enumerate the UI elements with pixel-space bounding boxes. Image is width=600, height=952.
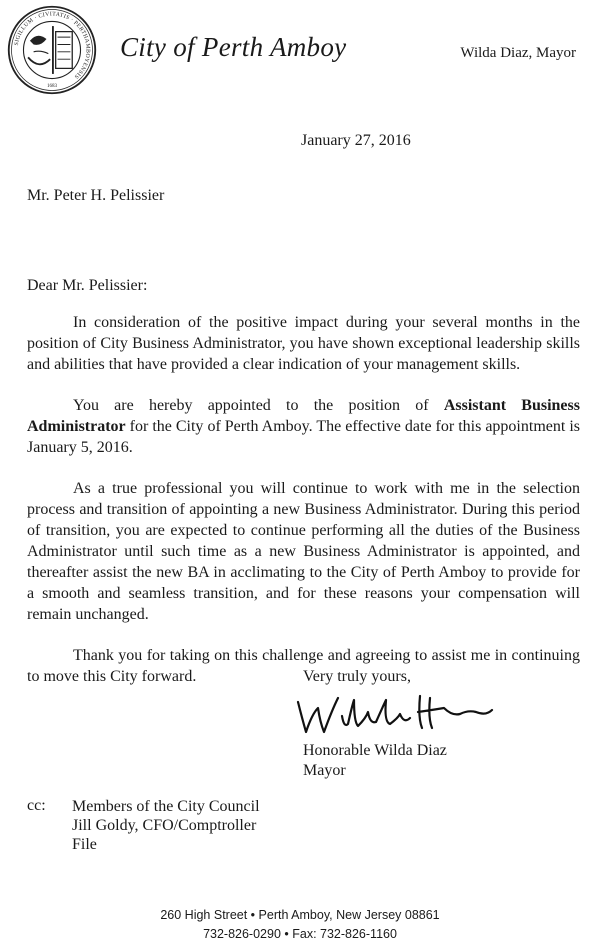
- letterhead-city-name: City of Perth Amboy: [120, 32, 347, 62]
- appointed-position: Assistant Business Administrator: [27, 397, 580, 435]
- signature-image: [292, 688, 502, 738]
- signer-block: [303, 741, 447, 781]
- letter-body: [27, 312, 580, 707]
- svg-text:SIGILLUM · CIVITATIS · PERTHAM: SIGILLUM · CIVITATIS · PERTHAMBOYENSIS: [13, 11, 91, 80]
- paragraph-2-start: You are hereby appointed to the position of: [73, 397, 444, 414]
- cc-label: cc:: [27, 797, 46, 814]
- footer-address: 260 High Street • Perth Amboy, New Jersey 08861: [160, 908, 440, 922]
- paragraph-3: As a true professional you will continue to work with me in the selection process and transition of appointing a new Business Administrator. During this period of transition, you are expected to continue performing all the duties of the Business Administrator until such time as a new Business Administrator is appointed, and thereafter assist the new BA in acclimating to the City of Perth Amboy to provide for a smooth and seamless transition, and for these reasons your compensation will remain unchanged.: [27, 480, 580, 623]
- cc-list: [72, 797, 260, 854]
- paragraph-2-end: for the City of Perth Amboy. The effective date for this appointment is January 5, 2016.: [27, 418, 580, 456]
- closing: Very truly yours,: [303, 668, 411, 685]
- cc-item: Jill Goldy, CFO/Comptroller: [72, 817, 257, 834]
- signer-name: Honorable Wilda Diaz: [303, 742, 447, 759]
- city-seal-icon: [6, 4, 98, 96]
- cc-item: Members of the City Council: [72, 798, 260, 815]
- svg-text:1683: 1683: [46, 82, 58, 89]
- paragraph-1: In consideration of the positive impact during your several months in the position of City Business Administrator, you have shown exceptional leadership skills and abilities that have provided a clear indication of your management skills.: [27, 314, 580, 373]
- letterhead-mayor: Wilda Diaz, Mayor: [460, 45, 576, 61]
- footer: [0, 906, 600, 944]
- footer-contact: 732-826-0290 • Fax: 732-826-1160: [203, 927, 397, 941]
- paragraph-4: Thank you for taking on this challenge and agreeing to assist me in continuing to move this City forward.: [27, 647, 580, 685]
- recipient-name: Mr. Peter H. Pelissier: [27, 187, 165, 204]
- letter-date: January 27, 2016: [301, 132, 411, 149]
- cc-item: File: [72, 836, 97, 853]
- paragraph-2: [27, 395, 580, 458]
- signer-title: Mayor: [303, 762, 346, 779]
- salutation: Dear Mr. Pelissier:: [27, 277, 148, 294]
